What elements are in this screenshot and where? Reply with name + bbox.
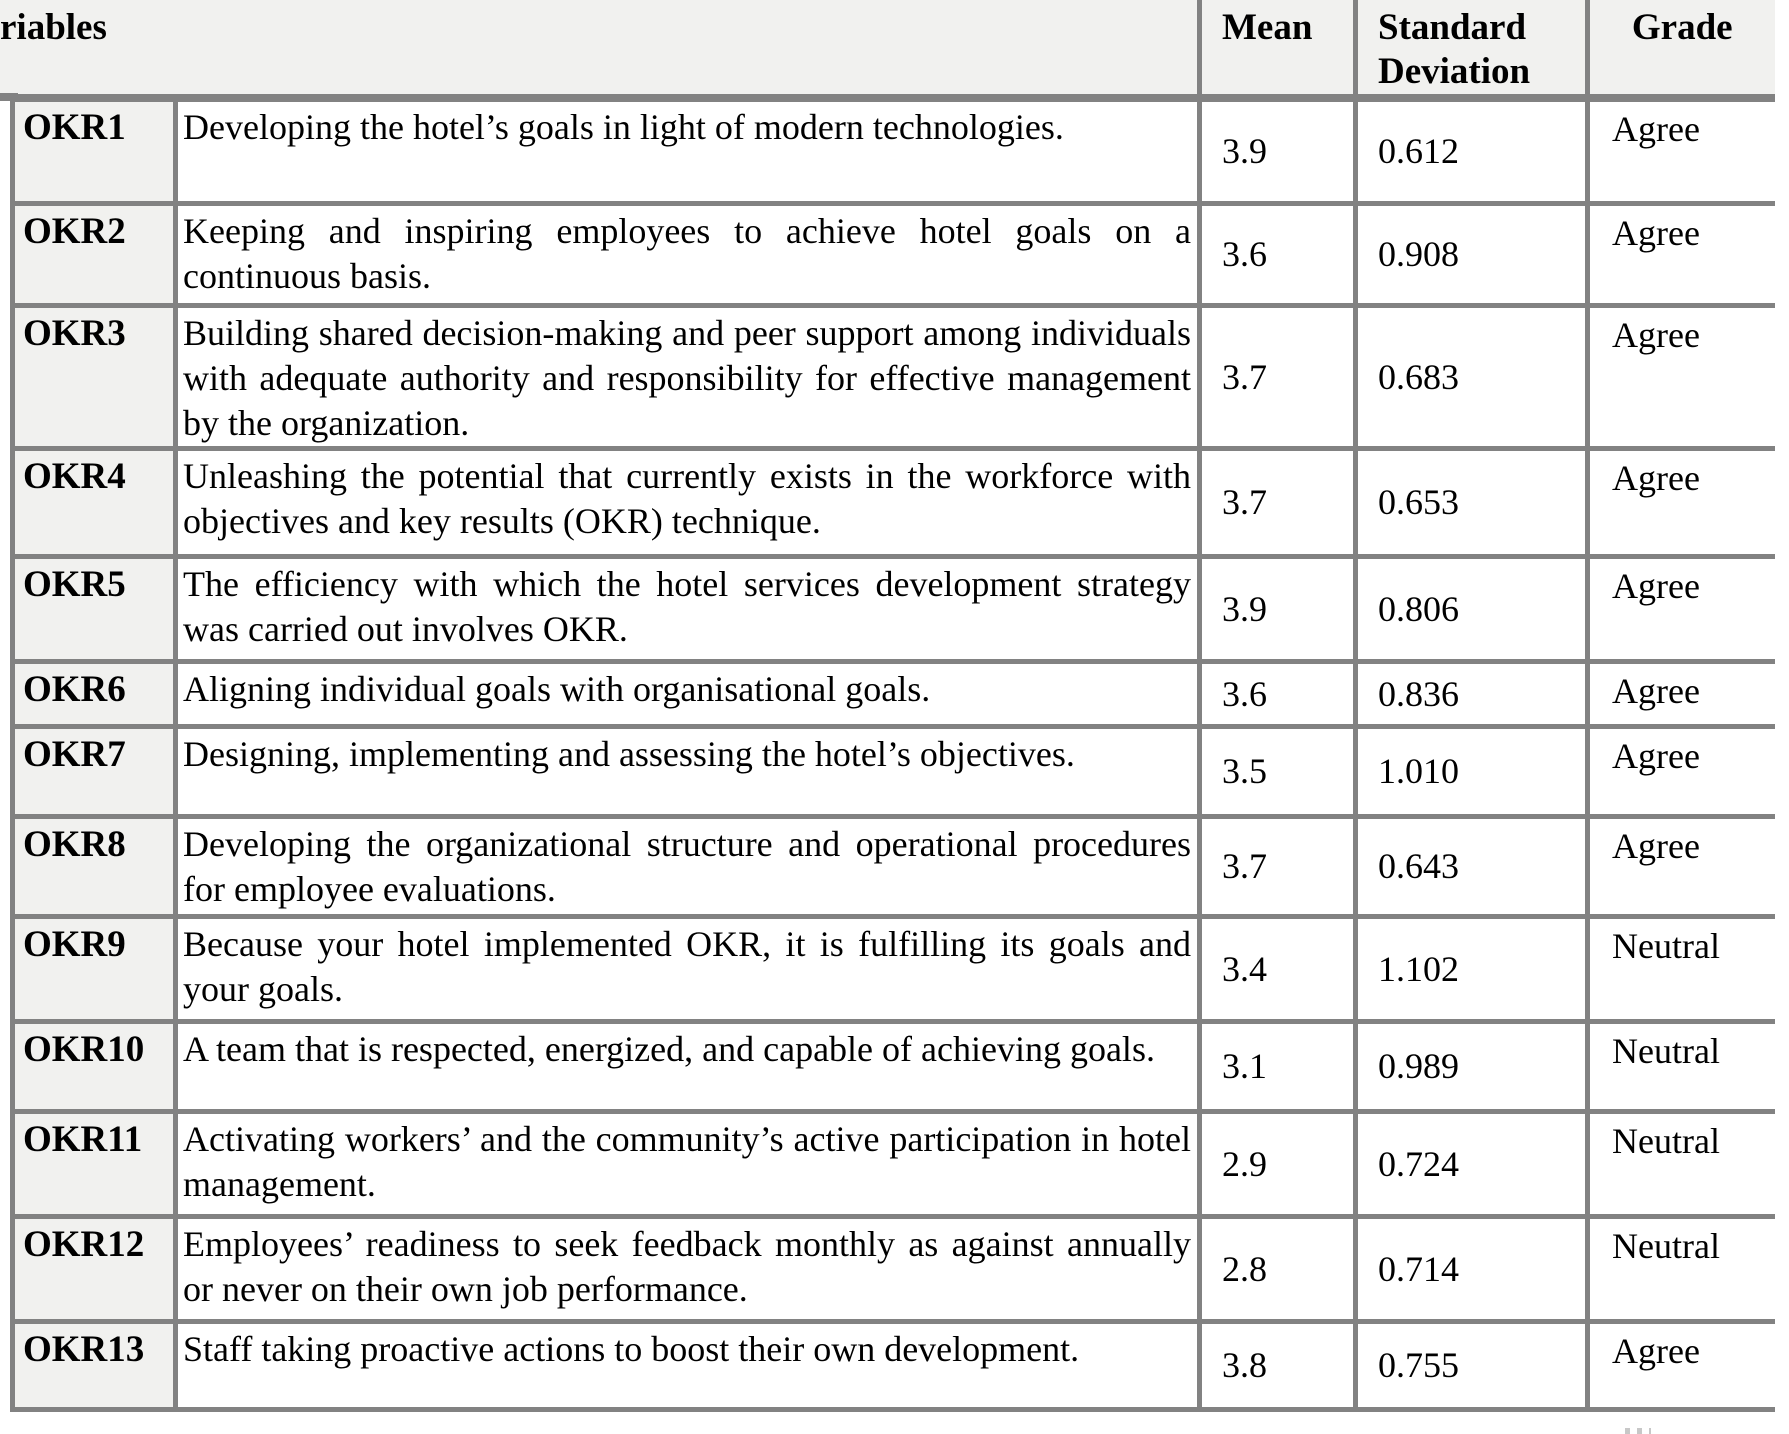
variables-header-cropped-text: riables [0, 7, 107, 48]
okr-id-cell: OKR5 [13, 556, 176, 661]
description-cell: Unleashing the potential that currently exists in the workforce with objectives and key results (OKR) technique. [176, 448, 1200, 556]
table-row [13, 556, 1775, 661]
grade-cell: Agree [1588, 305, 1775, 448]
table-row [13, 916, 1775, 1021]
grade-cell: Agree [1588, 816, 1775, 916]
grade-cell: Neutral [1588, 1021, 1775, 1111]
grade-cell: Agree [1588, 556, 1775, 661]
table-row [13, 305, 1775, 448]
std-dev-cell: 1.102 [1356, 916, 1588, 1021]
description-cell: Because your hotel implemented OKR, it is fulfilling its goals and your goals. [176, 916, 1200, 1021]
std-dev-cell: 0.989 [1356, 1021, 1588, 1111]
std-dev-cell: 0.724 [1356, 1111, 1588, 1216]
okr-id-cell: OKR7 [13, 726, 176, 816]
mean-cell: 3.7 [1200, 305, 1356, 448]
grade-cell: Agree [1588, 726, 1775, 816]
table-row [13, 203, 1775, 305]
grade-cell: Neutral [1588, 1216, 1775, 1321]
okr-id-cell: OKR6 [13, 661, 176, 726]
table-row [13, 1021, 1775, 1111]
grade-cell: Neutral [1588, 1111, 1775, 1216]
okr-id-cell: OKR10 [13, 1021, 176, 1111]
mean-cell: 2.9 [1200, 1111, 1356, 1216]
mean-cell: 3.5 [1200, 726, 1356, 816]
okr-id-cell: OKR3 [13, 305, 176, 448]
okr-id-cell: OKR8 [13, 816, 176, 916]
std-dev-cell: 0.755 [1356, 1321, 1588, 1409]
okr-descriptive-statistics-table [10, 0, 1775, 1412]
table-header-row [13, 0, 1775, 98]
std-dev-cell: 0.714 [1356, 1216, 1588, 1321]
grade-cell: Agree [1588, 661, 1775, 726]
table-row [13, 661, 1775, 726]
description-cell: Developing the organizational structure and operational procedures for employee evaluations. [176, 816, 1200, 916]
mean-cell: 2.8 [1200, 1216, 1356, 1321]
grade-cell: Agree [1588, 203, 1775, 305]
grade-cell: Neutral [1588, 916, 1775, 1021]
std-dev-cell: 0.643 [1356, 816, 1588, 916]
description-cell: Building shared decision-making and peer support among individuals with adequate authority and responsibility for effective management by the organization. [176, 305, 1200, 448]
mean-cell: 3.6 [1200, 203, 1356, 305]
std-dev-cell: 0.806 [1356, 556, 1588, 661]
grade-cell: Agree [1588, 448, 1775, 556]
description-cell: Staff taking proactive actions to boost their own development. [176, 1321, 1200, 1409]
mean-cell: 3.8 [1200, 1321, 1356, 1409]
std-dev-cell: 0.612 [1356, 98, 1588, 203]
mean-cell: 3.7 [1200, 816, 1356, 916]
mean-cell: 3.7 [1200, 448, 1356, 556]
description-cell: Keeping and inspiring employees to achieve hotel goals on a continuous basis. [176, 203, 1200, 305]
description-cell: Developing the hotel’s goals in light of modern technologies. [176, 98, 1200, 203]
description-cell: Designing, implementing and assessing the hotel’s objectives. [176, 726, 1200, 816]
okr-id-cell: OKR2 [13, 203, 176, 305]
grade-cell: Agree [1588, 1321, 1775, 1409]
okr-id-cell: OKR11 [13, 1111, 176, 1216]
grade-cell: Agree [1588, 98, 1775, 203]
page-edge-artifact [1625, 1428, 1651, 1434]
okr-id-cell: OKR9 [13, 916, 176, 1021]
table-row [13, 726, 1775, 816]
okr-id-cell: OKR13 [13, 1321, 176, 1409]
table-row [13, 816, 1775, 916]
table-row [13, 1321, 1775, 1409]
description-cell: The efficiency with which the hotel services development strategy was carried out involves OKR. [176, 556, 1200, 661]
description-cell: Activating workers’ and the community’s active participation in hotel management. [176, 1111, 1200, 1216]
table-row [13, 448, 1775, 556]
description-cell: Employees’ readiness to seek feedback monthly as against annually or never on their own job performance. [176, 1216, 1200, 1321]
mean-cell: 3.9 [1200, 556, 1356, 661]
description-cell: A team that is respected, energized, and capable of achieving goals. [176, 1021, 1200, 1111]
std-dev-cell: 0.836 [1356, 661, 1588, 726]
table-row [13, 1111, 1775, 1216]
std-dev-cell: 0.908 [1356, 203, 1588, 305]
mean-cell: 3.4 [1200, 916, 1356, 1021]
table-row [13, 1216, 1775, 1321]
mean-column-header: Mean [1200, 0, 1356, 98]
std-dev-cell: 0.683 [1356, 305, 1588, 448]
mean-cell: 3.1 [1200, 1021, 1356, 1111]
okr-id-cell: OKR12 [13, 1216, 176, 1321]
table-row [13, 98, 1775, 203]
std-dev-column-header: Standard Deviation [1356, 0, 1588, 98]
okr-id-cell: OKR1 [13, 98, 176, 203]
grade-column-header: Grade [1588, 0, 1775, 98]
std-dev-cell: 0.653 [1356, 448, 1588, 556]
std-dev-cell: 1.010 [1356, 726, 1588, 816]
okr-id-cell: OKR4 [13, 448, 176, 556]
mean-cell: 3.6 [1200, 661, 1356, 726]
variables-column-header [13, 0, 1200, 98]
description-cell: Aligning individual goals with organisational goals. [176, 661, 1200, 726]
mean-cell: 3.9 [1200, 98, 1356, 203]
